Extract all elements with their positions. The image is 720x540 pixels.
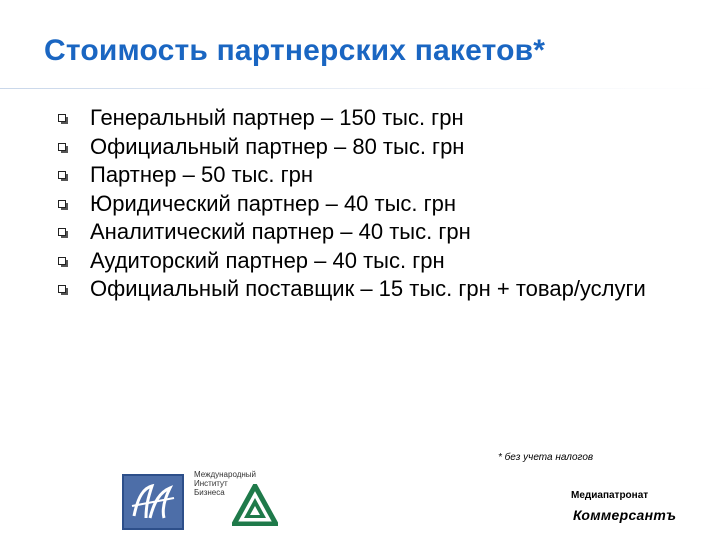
title-divider [0,88,720,89]
checkbox-bullet-icon [58,228,66,236]
checkbox-bullet-icon [58,285,66,293]
list-item: Аналитический партнер – 40 тыс. грн [52,218,692,247]
slide-title: Стоимость партнерских пакетов* [44,34,546,67]
checkbox-bullet-icon [58,143,66,151]
triangle-logo-icon [232,484,278,526]
list-item: Аудиторский партнер – 40 тыс. грн [52,247,692,276]
checkbox-bullet-icon [58,200,66,208]
list-item: Юридический партнер – 40 тыс. грн [52,190,692,219]
institute-name: Международный Институт Бизнеса [194,470,257,497]
media-partner-name: Коммерсантъ [573,507,677,523]
list-item: Генеральный партнер – 150 тыс. грн [52,104,692,133]
institute-emblem-icon [122,474,184,530]
media-partner-label: Медиапатронат [571,490,649,501]
list-item: Официальный партнер – 80 тыс. грн [52,133,692,162]
checkbox-bullet-icon [58,171,66,179]
checkbox-bullet-icon [58,257,66,265]
list-item: Партнер – 50 тыс. грн [52,161,692,190]
checkbox-bullet-icon [58,114,66,122]
price-list [52,104,692,304]
tax-footnote: * без учета налогов [498,452,594,463]
list-item: Официальный поставщик – 15 тыс. грн + товар/услуги [52,275,692,304]
